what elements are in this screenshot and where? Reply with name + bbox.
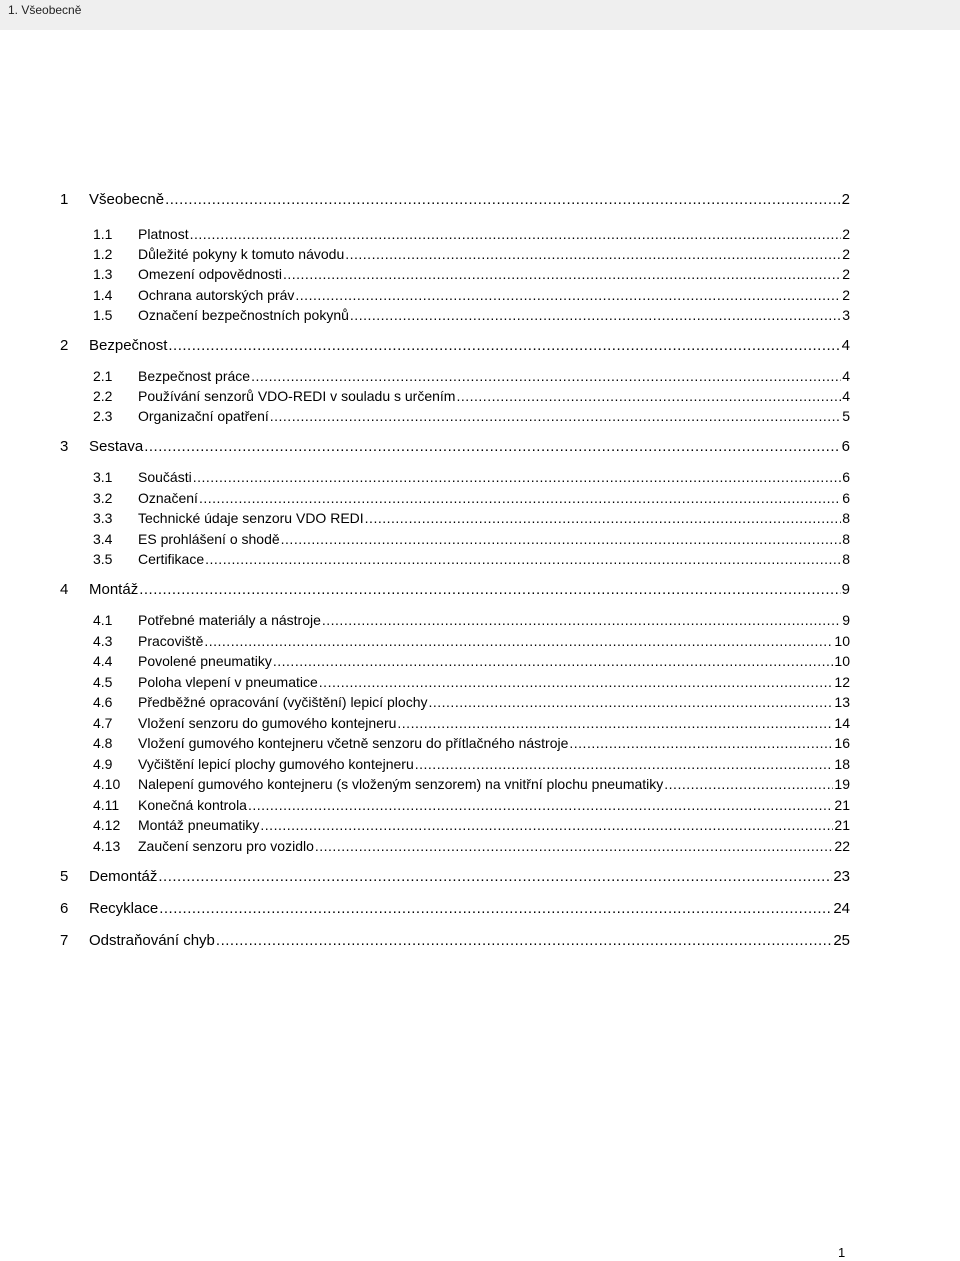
toc-entry[interactable]	[0, 191, 960, 211]
toc-entry-line	[89, 932, 850, 949]
toc-entry[interactable]	[0, 581, 960, 601]
toc-entry-title[interactable]: Ochrana autorských práv	[138, 287, 295, 303]
toc-entry[interactable]	[0, 551, 960, 571]
toc-entry-line	[138, 838, 850, 854]
toc-entry-page[interactable]: 6	[842, 490, 850, 506]
toc-entry-title[interactable]: Zaučení senzoru pro vozidlo	[138, 838, 314, 854]
toc-entry-page[interactable]: 24	[833, 900, 850, 917]
toc-entry-number: 4.9	[93, 756, 113, 772]
toc-entry[interactable]	[0, 633, 960, 653]
toc-dot-leader	[664, 776, 833, 792]
toc-entry-title[interactable]: Označení bezpečnostních pokynů	[138, 307, 349, 323]
toc-dot-leader	[270, 408, 841, 424]
toc-entry-title[interactable]: Používání senzorů VDO-REDI v souladu s určením	[138, 388, 456, 404]
toc-entry-page[interactable]: 2	[842, 246, 850, 262]
toc-entry-number: 6	[60, 900, 69, 917]
toc-entry-title[interactable]: Pracoviště	[138, 633, 204, 649]
toc-dot-leader	[322, 612, 841, 628]
running-header-title: 1. Všeobecně	[8, 3, 82, 17]
toc-entry-number: 4.12	[93, 817, 121, 833]
toc-entry-line	[138, 776, 850, 792]
toc-entry-line	[89, 868, 850, 885]
toc-entry[interactable]	[0, 776, 960, 796]
toc-dot-leader	[204, 633, 833, 649]
toc-entry-number: 2	[60, 337, 69, 354]
toc-entry-line	[138, 612, 850, 628]
toc-entry-line	[138, 633, 850, 649]
toc-entry-number: 4.6	[93, 694, 113, 710]
toc-dot-leader	[365, 510, 842, 526]
toc-dot-leader	[456, 388, 841, 404]
toc-dot-leader	[569, 735, 833, 751]
toc-entry-number: 3.3	[93, 510, 113, 526]
toc-dot-leader	[193, 469, 842, 485]
toc-entry-line	[89, 581, 850, 598]
toc-dot-leader	[165, 191, 841, 208]
toc-entry-title[interactable]: Recyklace	[89, 900, 159, 917]
toc-entry-page[interactable]: 6	[842, 469, 850, 485]
toc-dot-leader	[190, 226, 842, 242]
toc-entry-page[interactable]: 8	[842, 531, 850, 547]
toc-entry-page[interactable]: 21	[834, 817, 850, 833]
toc-entry-title[interactable]: Vložení gumového kontejneru včetně senzoru do přítlačného nástroje	[138, 735, 569, 751]
toc-entry[interactable]	[0, 337, 960, 357]
toc-entry-page[interactable]: 8	[842, 551, 850, 567]
toc-entry-line	[138, 226, 850, 242]
toc-entry-line	[138, 551, 850, 567]
toc-dot-leader	[415, 756, 834, 772]
toc-dot-leader	[248, 797, 833, 813]
toc-entry-page[interactable]: 23	[833, 868, 850, 885]
toc-entry-number: 2.3	[93, 408, 113, 424]
toc-entry-number: 3.5	[93, 551, 113, 567]
toc-entry-line	[138, 388, 850, 404]
toc-entry-line	[138, 797, 850, 813]
toc-entry-page[interactable]: 10	[834, 653, 850, 669]
toc-entry-number: 2.2	[93, 388, 113, 404]
toc-entry[interactable]	[0, 287, 960, 307]
toc-entry-line	[138, 531, 850, 547]
toc-entry-number: 4.11	[93, 797, 120, 813]
toc-entry-title[interactable]: ES prohlášení o shodě	[138, 531, 280, 547]
toc-entry[interactable]	[0, 388, 960, 408]
toc-entry-page[interactable]: 2	[842, 226, 850, 242]
toc-dot-leader	[319, 674, 834, 690]
toc-entry-number: 1.4	[93, 287, 113, 303]
toc-entry-line	[138, 674, 850, 690]
toc-dot-leader	[205, 551, 841, 567]
toc-entry-number: 1.2	[93, 246, 113, 262]
page-number: 1	[838, 1245, 846, 1260]
toc-entry-title[interactable]: Sestava	[89, 438, 144, 455]
toc-entry-number: 1	[60, 191, 69, 208]
toc-dot-leader	[158, 868, 832, 885]
toc-entry-line	[138, 817, 850, 833]
toc-entry-line	[138, 735, 850, 751]
toc-entry-page[interactable]: 2	[842, 266, 850, 282]
toc-entry-line	[89, 438, 850, 455]
toc-entry-title[interactable]: Nalepení gumového kontejneru (s vloženým senzorem) na vnitřní plochu pneumatiky	[138, 776, 664, 792]
toc-entry-line	[138, 715, 850, 731]
toc-entry-page[interactable]: 5	[842, 408, 850, 424]
toc-entry-title[interactable]: Vložení senzoru do gumového kontejneru	[138, 715, 397, 731]
toc-entry-line	[138, 408, 850, 424]
toc-entry[interactable]	[0, 531, 960, 551]
toc-entry[interactable]	[0, 653, 960, 673]
toc-entry-page[interactable]: 2	[842, 287, 850, 303]
toc-entry-number: 3	[60, 438, 69, 455]
toc-entry-number: 3.1	[93, 469, 113, 485]
running-header	[0, 0, 960, 30]
toc-dot-leader	[281, 531, 842, 547]
toc-entry-title[interactable]: Bezpečnost	[89, 337, 168, 354]
toc-dot-leader	[350, 307, 841, 323]
toc-entry[interactable]	[0, 694, 960, 714]
toc-entry-page[interactable]: 19	[834, 776, 850, 792]
toc-entry[interactable]	[0, 368, 960, 388]
toc-entry-line	[89, 337, 850, 354]
toc-dot-leader	[295, 287, 841, 303]
toc-dot-leader	[345, 246, 841, 262]
toc-entry[interactable]	[0, 735, 960, 755]
toc-entry-page[interactable]: 22	[834, 838, 850, 854]
toc-dot-leader	[428, 694, 833, 710]
toc-entry-number: 4.3	[93, 633, 113, 649]
toc-entry-title[interactable]: Technické údaje senzoru VDO REDI	[138, 510, 364, 526]
toc-entry[interactable]	[0, 246, 960, 266]
toc-entry-title[interactable]: Montáž	[89, 581, 139, 598]
toc-entry[interactable]	[0, 612, 960, 632]
toc-entry-title[interactable]: Demontáž	[89, 868, 158, 885]
toc-entry-title[interactable]: Předběžné opracování (vyčištění) lepicí plochy	[138, 694, 428, 710]
toc-entry-page[interactable]: 13	[834, 694, 850, 710]
toc-entry-title[interactable]: Důležité pokyny k tomuto návodu	[138, 246, 345, 262]
toc-entry-title[interactable]: Vyčištění lepicí plochy gumového kontejneru	[138, 756, 414, 772]
toc-entry-line	[138, 287, 850, 303]
toc-entry[interactable]	[0, 438, 960, 458]
toc-entry-page[interactable]: 21	[834, 797, 850, 813]
toc-entry-title[interactable]: Poloha vlepení v pneumatice	[138, 674, 318, 690]
toc-entry-title[interactable]: Certifikace	[138, 551, 205, 567]
toc-entry-line	[138, 469, 850, 485]
toc-entry-number: 2.1	[93, 368, 113, 384]
toc-entry-line	[138, 490, 850, 506]
toc-entry-number: 4.10	[93, 776, 121, 792]
toc-entry-line	[138, 694, 850, 710]
toc-dot-leader	[199, 490, 841, 506]
toc-dot-leader	[251, 368, 841, 384]
toc-entry-number: 1.5	[93, 307, 113, 323]
toc-entry-page[interactable]: 16	[834, 735, 850, 751]
toc-entry-title[interactable]: Platnost	[138, 226, 189, 242]
toc-entry-line	[138, 510, 850, 526]
toc-entry-page[interactable]: 12	[834, 674, 850, 690]
toc-entry-title[interactable]: Konečná kontrola	[138, 797, 247, 813]
toc-entry-title[interactable]: Potřebné materiály a nástroje	[138, 612, 321, 628]
toc-entry-title[interactable]: Povolené pneumatiky	[138, 653, 272, 669]
toc-entry[interactable]	[0, 797, 960, 817]
toc-entry[interactable]	[0, 307, 960, 327]
toc-entry-page[interactable]: 18	[834, 756, 850, 772]
toc-dot-leader	[139, 581, 840, 598]
toc-entry-title[interactable]: Montáž pneumatiky	[138, 817, 260, 833]
toc-dot-leader	[283, 266, 841, 282]
toc-entry-line	[89, 900, 850, 917]
toc-entry-page[interactable]: 4	[841, 337, 850, 354]
toc-entry-page[interactable]: 14	[834, 715, 850, 731]
toc-entry-line	[89, 191, 850, 208]
toc-entry[interactable]	[0, 510, 960, 530]
toc-entry[interactable]	[0, 674, 960, 694]
toc-entry-title[interactable]: Odstraňování chyb	[89, 932, 215, 949]
toc-entry-number: 1.1	[93, 226, 113, 242]
toc-entry-page[interactable]: 2	[841, 191, 850, 208]
toc-entry-page[interactable]: 6	[841, 438, 850, 455]
toc-dot-leader	[260, 817, 833, 833]
toc-entry-page[interactable]: 4	[842, 388, 850, 404]
toc-entry-page[interactable]: 4	[842, 368, 850, 384]
toc-entry-title[interactable]: Omezení odpovědnosti	[138, 266, 282, 282]
toc-entry[interactable]	[0, 266, 960, 286]
toc-entry-number: 4.8	[93, 735, 113, 751]
toc-entry[interactable]	[0, 715, 960, 735]
toc-dot-leader	[159, 900, 832, 917]
toc-dot-leader	[216, 932, 832, 949]
toc-entry-title[interactable]: Bezpečnost práce	[138, 368, 251, 384]
toc-entry[interactable]	[0, 838, 960, 858]
toc-entry[interactable]	[0, 932, 960, 952]
toc-entry-number: 4.5	[93, 674, 113, 690]
toc-entry-number: 3.2	[93, 490, 113, 506]
toc-entry-page[interactable]: 10	[834, 633, 850, 649]
toc-entry[interactable]	[0, 756, 960, 776]
toc-entry-number: 4.13	[93, 838, 121, 854]
toc-entry-line	[138, 653, 850, 669]
toc-entry-page[interactable]: 25	[833, 932, 850, 949]
toc-entry-number: 3.4	[93, 531, 113, 547]
toc-entry[interactable]	[0, 817, 960, 837]
toc-entry-title[interactable]: Součásti	[138, 469, 192, 485]
toc-entry-line	[138, 246, 850, 262]
toc-entry[interactable]	[0, 900, 960, 920]
toc-entry-line	[138, 368, 850, 384]
toc-entry-page[interactable]: 8	[842, 510, 850, 526]
toc-dot-leader	[168, 337, 840, 354]
toc-entry-line	[138, 756, 850, 772]
toc-dot-leader	[397, 715, 833, 731]
toc-dot-leader	[273, 653, 834, 669]
toc-entry-number: 7	[60, 932, 69, 949]
toc-dot-leader	[144, 438, 840, 455]
toc-entry[interactable]	[0, 469, 960, 489]
toc-entry-number: 4.4	[93, 653, 113, 669]
toc-entry-number: 5	[60, 868, 69, 885]
toc-dot-leader	[315, 838, 834, 854]
toc-entry-page[interactable]: 3	[842, 307, 850, 323]
toc-entry-page[interactable]: 9	[841, 581, 850, 598]
toc-entry-title[interactable]: Všeobecně	[89, 191, 165, 208]
toc-entry[interactable]	[0, 408, 960, 428]
toc-entry-number: 4	[60, 581, 69, 598]
toc-entry-page[interactable]: 9	[842, 612, 850, 628]
toc-entry-line	[138, 307, 850, 323]
toc-entry-number: 4.7	[93, 715, 113, 731]
toc-entry[interactable]	[0, 490, 960, 510]
toc-entry[interactable]	[0, 226, 960, 246]
toc-entry-number: 1.3	[93, 266, 113, 282]
toc-entry[interactable]	[0, 868, 960, 888]
toc-entry-number: 4.1	[93, 612, 113, 628]
toc-entry-title[interactable]: Organizační opatření	[138, 408, 269, 424]
toc-entry-title[interactable]: Označení	[138, 490, 198, 506]
toc-entry-line	[138, 266, 850, 282]
